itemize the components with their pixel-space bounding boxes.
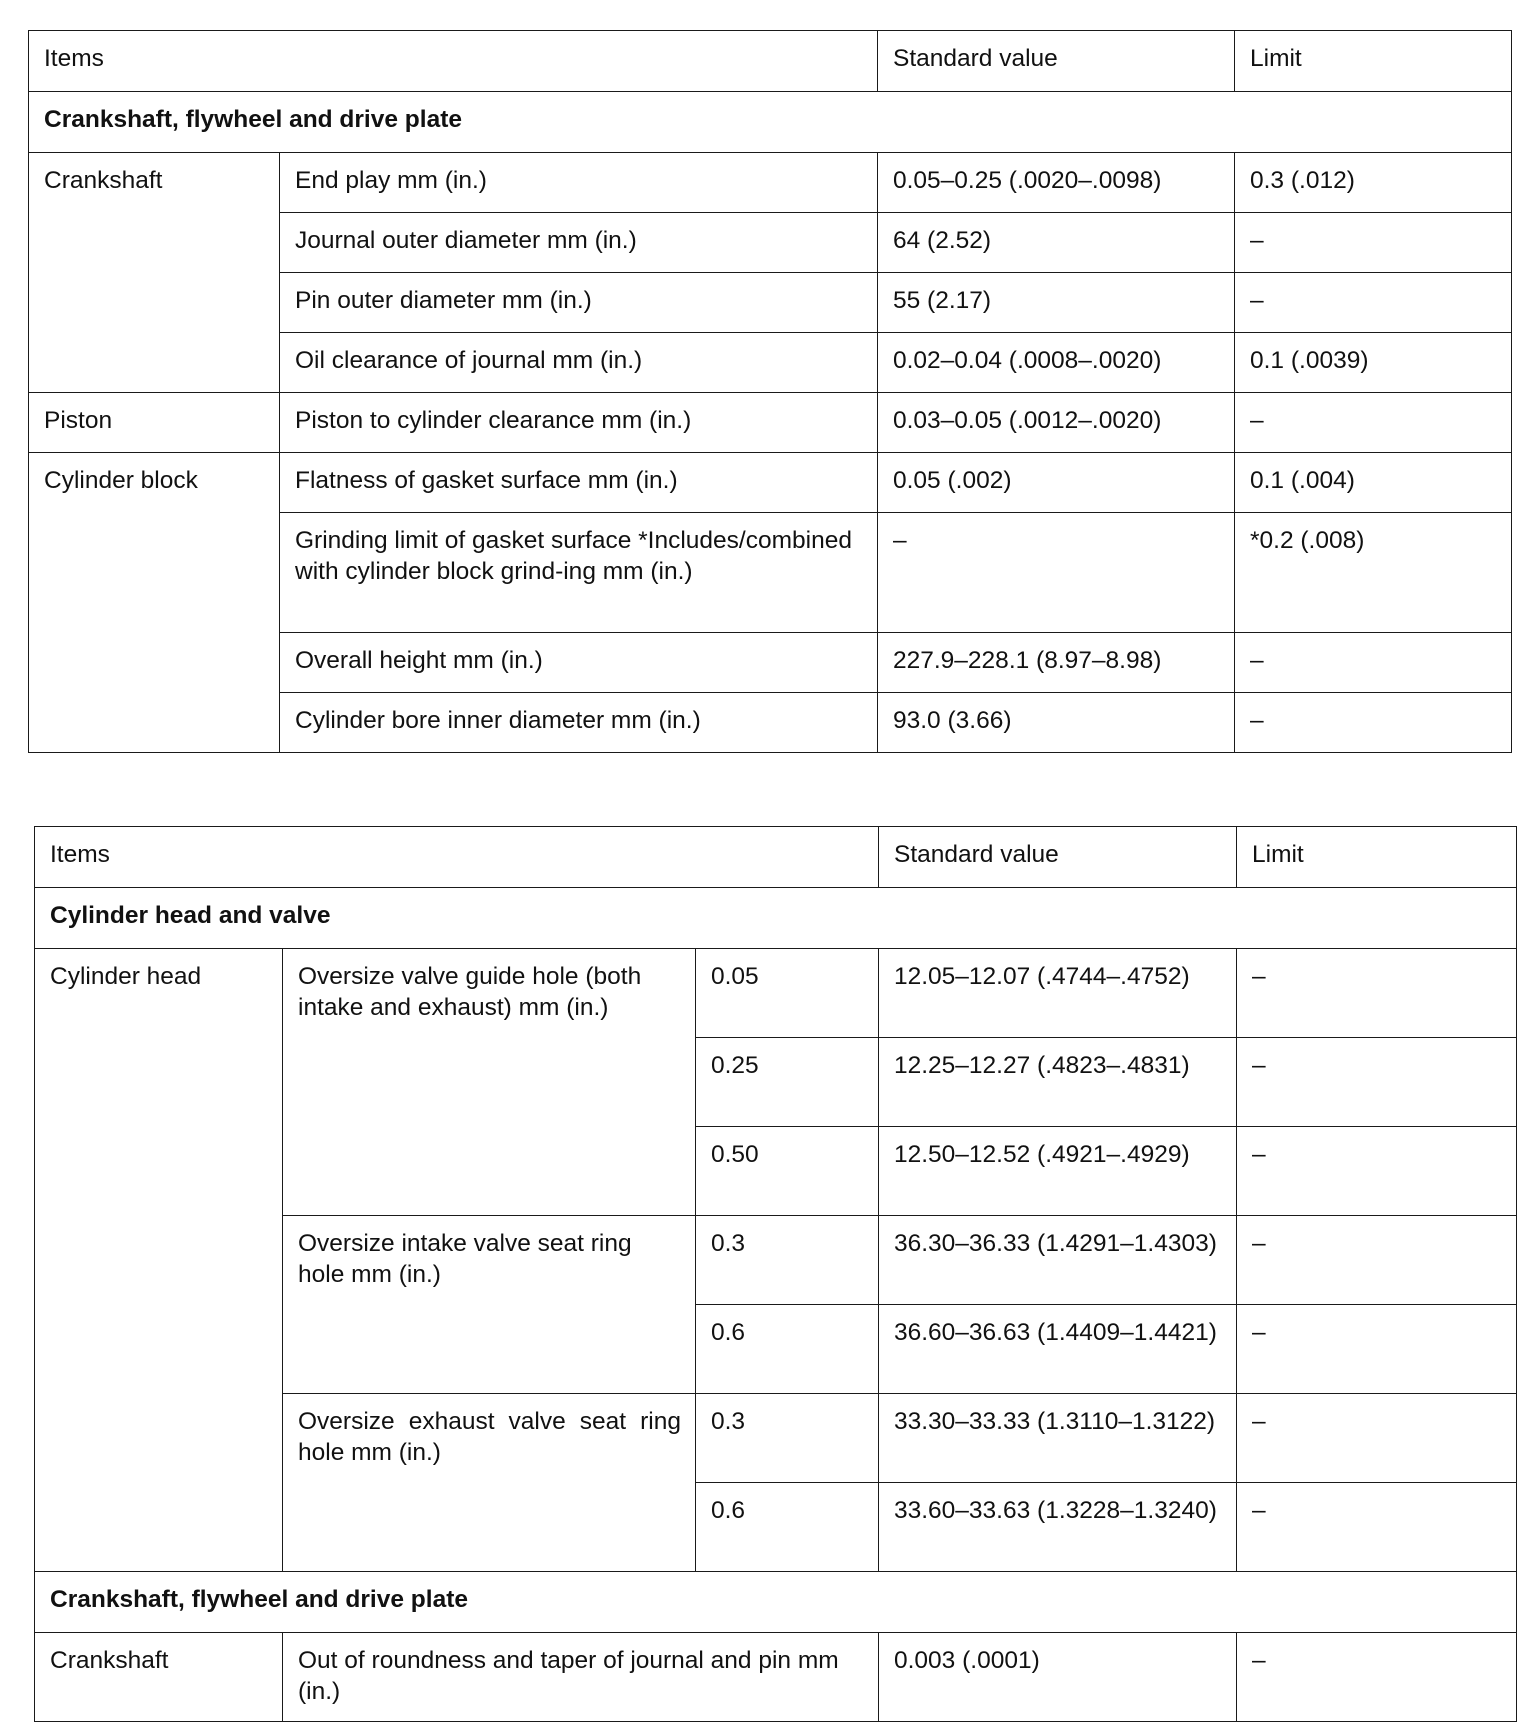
- spec-table-crankshaft-piston-block: [28, 30, 1512, 753]
- header-items: Items: [29, 31, 878, 92]
- spec-table-cylinder-head: [34, 826, 1517, 1722]
- standard-value-cell: 0.03–0.05 (.0012–.0020): [878, 393, 1235, 453]
- item-cell: Overall height mm (in.): [280, 633, 878, 693]
- standard-value-cell: 33.30–33.33 (1.3110–1.3122): [879, 1394, 1237, 1483]
- table-header-row: [29, 31, 1512, 92]
- standard-value-cell: 33.60–33.63 (1.3228–1.3240): [879, 1483, 1237, 1572]
- header-standard-value: Standard value: [879, 827, 1237, 888]
- standard-value-cell: 64 (2.52): [878, 213, 1235, 273]
- table-header-row: [35, 827, 1517, 888]
- standard-value-cell: 0.02–0.04 (.0008–.0020): [878, 333, 1235, 393]
- limit-cell: –: [1237, 949, 1517, 1038]
- item-cell: Piston to cylinder clearance mm (in.): [280, 393, 878, 453]
- standard-value-cell: 36.30–36.33 (1.4291–1.4303): [879, 1216, 1237, 1305]
- oversize-cell: 0.6: [696, 1305, 879, 1394]
- section-title: Crankshaft, flywheel and drive plate: [29, 92, 1512, 153]
- limit-cell: –: [1237, 1038, 1517, 1127]
- table-row: [35, 1633, 1517, 1722]
- limit-cell: –: [1235, 633, 1512, 693]
- standard-value-cell: 12.05–12.07 (.4744–.4752): [879, 949, 1237, 1038]
- subgroup-exhaust-seat-ring-hole: Oversize exhaust valve seat ring hole mm (in.): [283, 1394, 696, 1572]
- limit-cell: 0.3 (.012): [1235, 153, 1512, 213]
- limit-cell: –: [1237, 1127, 1517, 1216]
- limit-cell: –: [1235, 213, 1512, 273]
- header-limit: Limit: [1237, 827, 1517, 888]
- item-cell: Oil clearance of journal mm (in.): [280, 333, 878, 393]
- item-cell: End play mm (in.): [280, 153, 878, 213]
- section-title: Crankshaft, flywheel and drive plate: [35, 1572, 1517, 1633]
- oversize-cell: 0.05: [696, 949, 879, 1038]
- limit-cell: –: [1235, 273, 1512, 333]
- table-row: [29, 393, 1512, 453]
- limit-cell: –: [1237, 1483, 1517, 1572]
- standard-value-cell: 0.003 (.0001): [879, 1633, 1237, 1722]
- subgroup-intake-seat-ring-hole: Oversize intake valve seat ring hole mm (in.): [283, 1216, 696, 1394]
- table-row: [35, 949, 1517, 1038]
- item-cell: Grinding limit of gasket surface *Includes/combined with cylinder block grind-ing mm (in.): [280, 513, 878, 633]
- oversize-cell: 0.3: [696, 1394, 879, 1483]
- standard-value-cell: 12.50–12.52 (.4921–.4929): [879, 1127, 1237, 1216]
- limit-cell: *0.2 (.008): [1235, 513, 1512, 633]
- standard-value-cell: 36.60–36.63 (1.4409–1.4421): [879, 1305, 1237, 1394]
- item-cell: Cylinder bore inner diameter mm (in.): [280, 693, 878, 753]
- standard-value-cell: 12.25–12.27 (.4823–.4831): [879, 1038, 1237, 1127]
- oversize-cell: 0.50: [696, 1127, 879, 1216]
- item-cell: Flatness of gasket surface mm (in.): [280, 453, 878, 513]
- table-row: [29, 153, 1512, 213]
- table-row: [29, 453, 1512, 513]
- limit-cell: 0.1 (.004): [1235, 453, 1512, 513]
- limit-cell: –: [1237, 1305, 1517, 1394]
- standard-value-cell: 93.0 (3.66): [878, 693, 1235, 753]
- section-row: [35, 888, 1517, 949]
- oversize-cell: 0.6: [696, 1483, 879, 1572]
- group-label-crankshaft: Crankshaft: [35, 1633, 283, 1722]
- limit-cell: –: [1235, 393, 1512, 453]
- limit-cell: 0.1 (.0039): [1235, 333, 1512, 393]
- limit-cell: –: [1237, 1394, 1517, 1483]
- section-title: Cylinder head and valve: [35, 888, 1517, 949]
- standard-value-cell: 227.9–228.1 (8.97–8.98): [878, 633, 1235, 693]
- subgroup-valve-guide-hole: Oversize valve guide hole (both intake and exhaust) mm (in.): [283, 949, 696, 1216]
- group-label-piston: Piston: [29, 393, 280, 453]
- standard-value-cell: 55 (2.17): [878, 273, 1235, 333]
- limit-cell: –: [1237, 1216, 1517, 1305]
- header-standard-value: Standard value: [878, 31, 1235, 92]
- limit-cell: –: [1235, 693, 1512, 753]
- group-label-crankshaft: Crankshaft: [29, 153, 280, 393]
- header-limit: Limit: [1235, 31, 1512, 92]
- section-row: [29, 92, 1512, 153]
- standard-value-cell: 0.05 (.002): [878, 453, 1235, 513]
- section-row: [35, 1572, 1517, 1633]
- group-label-cylinder-head: Cylinder head: [35, 949, 283, 1572]
- group-label-cylinder-block: Cylinder block: [29, 453, 280, 753]
- standard-value-cell: –: [878, 513, 1235, 633]
- limit-cell: –: [1237, 1633, 1517, 1722]
- item-cell: Journal outer diameter mm (in.): [280, 213, 878, 273]
- item-cell: Out of roundness and taper of journal and pin mm (in.): [283, 1633, 879, 1722]
- oversize-cell: 0.25: [696, 1038, 879, 1127]
- oversize-cell: 0.3: [696, 1216, 879, 1305]
- standard-value-cell: 0.05–0.25 (.0020–.0098): [878, 153, 1235, 213]
- item-cell: Pin outer diameter mm (in.): [280, 273, 878, 333]
- header-items: Items: [35, 827, 879, 888]
